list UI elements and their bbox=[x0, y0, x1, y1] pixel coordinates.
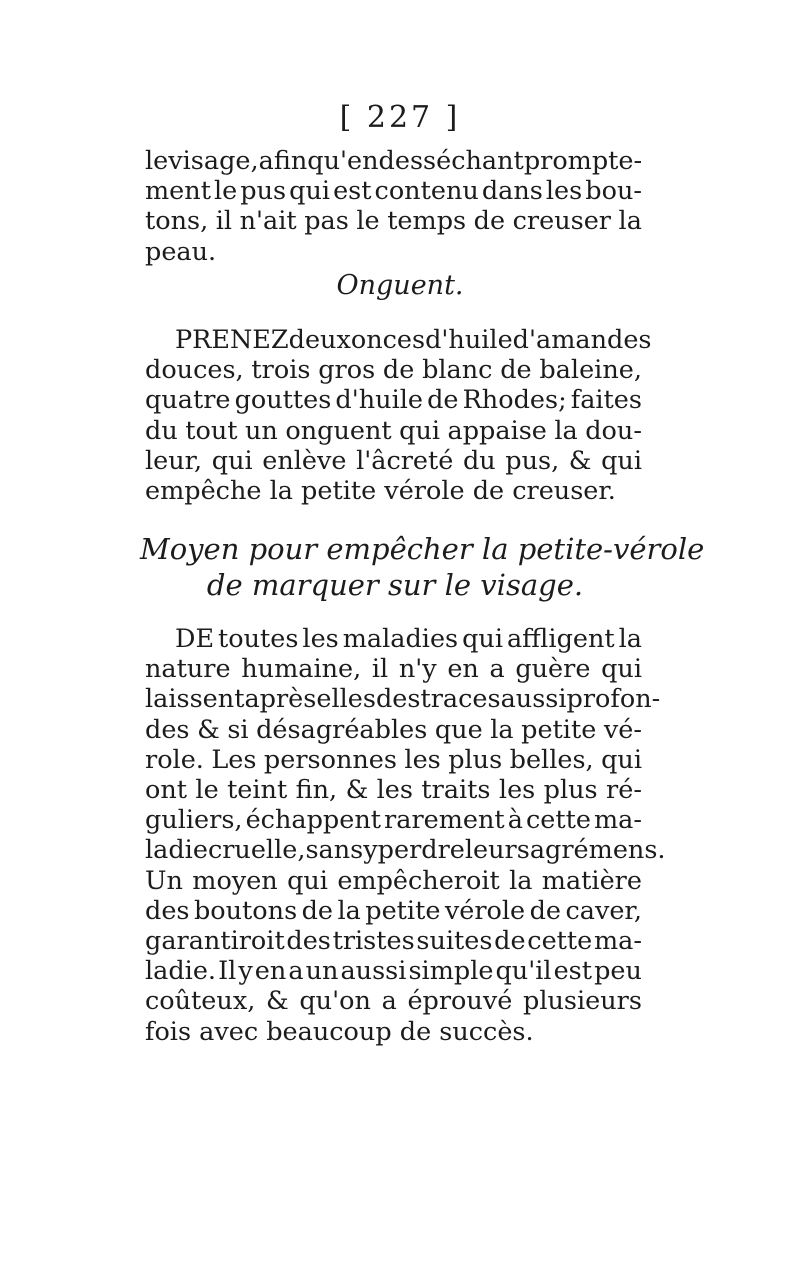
text-line: tons, il n'ait pas le temps de creuser la bbox=[145, 206, 642, 237]
text-line: des boutons de la petite vérole de caver, bbox=[145, 895, 642, 926]
section-heading-onguent: Onguent. bbox=[336, 270, 464, 301]
text-line: Un moyen qui empêcheroit la matière bbox=[145, 865, 642, 896]
text-line: fois avec beaucoup de succès. bbox=[145, 1016, 534, 1047]
text-line: ladie. Il y en a un aussi simple qu'il est peu bbox=[145, 956, 642, 987]
page-number: [ 227 ] bbox=[339, 100, 461, 135]
heading-line: de marquer sur le visage. bbox=[206, 568, 584, 602]
text-line: role. Les personnes les plus belles, qui bbox=[145, 744, 642, 775]
text-line: des & si désagréables que la petite vé- bbox=[145, 714, 642, 745]
text-line: nature humaine, il n'y en a guère qui bbox=[145, 654, 642, 685]
text-line: ladie cruelle, sans y perdre leurs agrémens. bbox=[145, 835, 666, 866]
text-line: ont le teint fin, & les traits les plus ré- bbox=[145, 775, 642, 806]
text-line: peau. bbox=[145, 236, 217, 267]
text-line: empêche la petite vérole de creuser. bbox=[145, 476, 616, 507]
text-line: guliers, échappent rarement à cette ma- bbox=[145, 805, 642, 836]
text-line: ment le pus qui est contenu dans les bou- bbox=[145, 176, 642, 207]
paragraph-continued bbox=[145, 146, 642, 267]
section-heading-moyen bbox=[140, 531, 705, 603]
text-line: coûteux, & qu'on a éprouvé plusieurs bbox=[145, 986, 642, 1017]
paragraph-onguent bbox=[145, 325, 652, 507]
paragraph-moyen bbox=[145, 624, 666, 1047]
text-line: DE toutes les maladies qui affligent la bbox=[175, 624, 642, 654]
text-line: du tout un onguent qui appaise la dou- bbox=[145, 415, 642, 446]
text-line: garantiroit des tristes suites de cette ma- bbox=[145, 926, 642, 957]
text-line: leur, qui enlève l'âcreté du pus, & qui bbox=[145, 445, 642, 476]
text-line: douces, trois gros de blanc de baleine, bbox=[145, 355, 642, 386]
heading-line: Moyen pour empêcher la petite-vérole bbox=[140, 532, 705, 566]
text-line: PRENEZ deux onces d'huile d'amandes bbox=[175, 325, 652, 355]
text-line: laissent après elles des traces aussi profon- bbox=[145, 684, 661, 715]
text-line: quatre gouttes d'huile de Rhodes; faites bbox=[145, 385, 642, 416]
text-line: le visage, afin qu'en desséchant prompte- bbox=[145, 146, 643, 176]
